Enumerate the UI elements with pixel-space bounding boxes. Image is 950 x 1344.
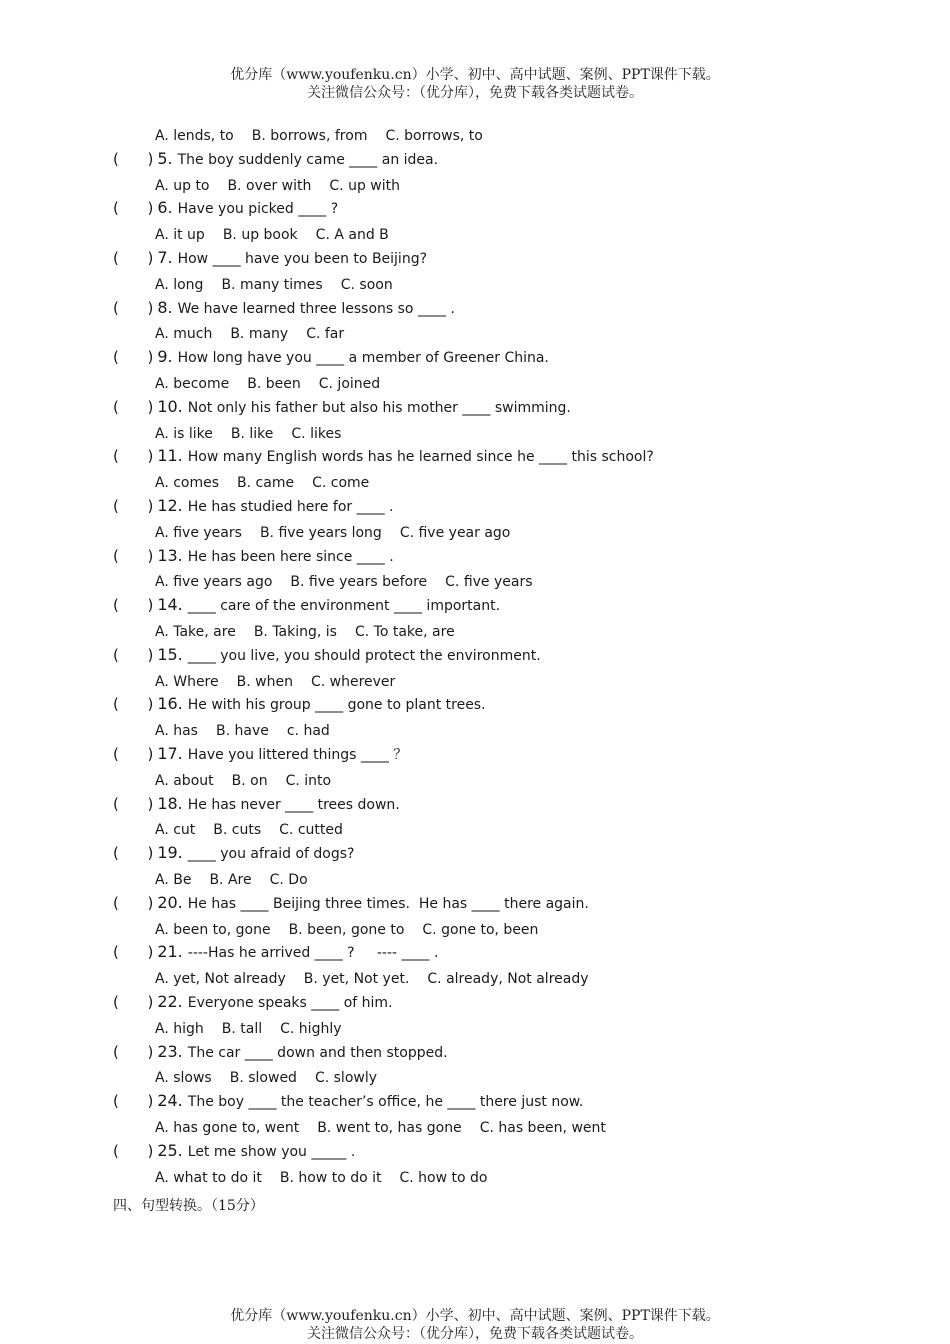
options-row bbox=[155, 1119, 606, 1137]
option-b: B. up book bbox=[222, 227, 298, 244]
question-row bbox=[113, 795, 400, 814]
answer-bracket[interactable]: ( ) bbox=[113, 1141, 154, 1160]
question-number: 14. bbox=[157, 595, 183, 615]
option-a: A. it up bbox=[155, 227, 205, 244]
option-a: A. about bbox=[155, 772, 214, 789]
question-text: We have learned three lessons so ____ . bbox=[177, 300, 455, 317]
option-a: A. much bbox=[155, 326, 213, 343]
option-a: A. up to bbox=[155, 177, 210, 194]
options-row bbox=[155, 722, 330, 740]
option-c: C. how to do bbox=[399, 1169, 488, 1186]
question-text: He with his group ____ gone to plant trees. bbox=[187, 697, 486, 714]
question-text: He has studied here for ____ . bbox=[187, 499, 394, 515]
options-row bbox=[155, 573, 533, 591]
option-c: C. A and B bbox=[315, 227, 389, 244]
option-c: C. joined bbox=[318, 376, 381, 392]
question-number: 24. bbox=[157, 1091, 183, 1111]
option-a: A. yet, Not already bbox=[155, 971, 286, 988]
answer-bracket[interactable]: ( ) bbox=[113, 546, 154, 565]
question-text: Let me show you _____ . bbox=[187, 1143, 356, 1160]
option-c: C. already, Not already bbox=[427, 971, 589, 988]
question-text: How many English words has he learned since he ____ this school? bbox=[187, 449, 654, 466]
question-number: 7. bbox=[157, 248, 173, 267]
question-text: Not only his father but also his mother ____ swimming. bbox=[187, 399, 571, 416]
footer-line-1: 优分库（www.youfenku.cn）小学、初中、高中试题、案例、PPT课件下载。 bbox=[230, 1308, 720, 1324]
option-c: C. Do bbox=[269, 872, 308, 888]
option-a: A. five years ago bbox=[155, 574, 273, 591]
question-row bbox=[113, 547, 394, 566]
option-b: B. over with bbox=[227, 177, 312, 194]
option-c: C. has been, went bbox=[479, 1120, 606, 1136]
question-text: The car ____ down and then stopped. bbox=[187, 1044, 448, 1061]
question-text: ____ you afraid of dogs? bbox=[187, 846, 355, 863]
option-b: B. yet, Not yet. bbox=[303, 971, 410, 988]
footer-line-2: 关注微信公众号：（优分库），免费下载各类试题试卷。 bbox=[307, 1326, 643, 1342]
question-row bbox=[113, 745, 407, 764]
options-row bbox=[155, 375, 380, 393]
option-a: A. what to do it bbox=[155, 1169, 262, 1186]
answer-bracket[interactable]: ( ) bbox=[113, 943, 154, 962]
question-row bbox=[113, 1142, 355, 1161]
option-b: B. five years long bbox=[259, 524, 382, 541]
question-text: He has ____ Beijing three times. He has ____ there again. bbox=[187, 895, 589, 912]
options-row bbox=[155, 1020, 342, 1038]
answer-bracket[interactable]: ( ) bbox=[113, 149, 154, 168]
question-text: The boy suddenly came ____ an idea. bbox=[177, 151, 439, 168]
question-number: 21. bbox=[157, 942, 183, 962]
question-row bbox=[113, 1092, 583, 1111]
option-c: C. slowly bbox=[314, 1070, 378, 1087]
answer-bracket[interactable]: ( ) bbox=[113, 1092, 154, 1111]
options-row bbox=[155, 524, 510, 542]
option-b: B. came bbox=[237, 475, 295, 492]
options-row bbox=[155, 276, 393, 294]
page-footer-banner bbox=[0, 1307, 950, 1343]
options-row bbox=[155, 325, 344, 343]
option-c: C. five years bbox=[445, 574, 533, 591]
option-c: C. cutted bbox=[279, 822, 343, 839]
option-a: A. has gone to, went bbox=[155, 1120, 300, 1136]
question-row bbox=[113, 398, 571, 417]
answer-bracket[interactable]: ( ) bbox=[113, 1042, 154, 1061]
question-number: 22. bbox=[157, 992, 183, 1011]
options-row bbox=[155, 1169, 487, 1187]
answer-bracket[interactable]: ( ) bbox=[113, 497, 154, 515]
option-b: B. slowed bbox=[229, 1070, 297, 1087]
question-row bbox=[113, 199, 338, 218]
question-text: He has never ____ trees down. bbox=[187, 796, 400, 813]
answer-bracket[interactable]: ( ) bbox=[113, 596, 154, 615]
option-a: A. been to, gone bbox=[155, 921, 271, 938]
question-row bbox=[113, 844, 354, 863]
option-c: c. had bbox=[286, 723, 330, 740]
option-b: B. many bbox=[230, 326, 289, 343]
question-text: ----Has he arrived ____ ? ---- ____ . bbox=[187, 945, 439, 962]
option-c: C. gone to, been bbox=[422, 921, 539, 938]
question-text: ____ you live, you should protect the environment. bbox=[187, 647, 541, 664]
option-a: A. is like bbox=[155, 425, 213, 442]
section-heading: 四、句型转换。（15分） bbox=[113, 1198, 264, 1214]
question-number: 23. bbox=[157, 1041, 183, 1061]
option-c: C. likes bbox=[291, 425, 342, 442]
options-row bbox=[155, 226, 389, 244]
question-number: 18. bbox=[157, 793, 183, 813]
question-number: 25. bbox=[157, 1140, 183, 1160]
option-b: B. Are bbox=[209, 872, 252, 888]
question-number: 8. bbox=[157, 297, 173, 317]
option-a: A. has bbox=[155, 723, 198, 740]
question-number: 20. bbox=[157, 892, 183, 912]
question-text: How long have you ____ a member of Greener China. bbox=[177, 350, 549, 367]
options-row bbox=[155, 177, 400, 195]
option-c: C. To take, are bbox=[354, 624, 455, 640]
question-row bbox=[113, 299, 455, 318]
answer-bracket[interactable]: ( ) bbox=[113, 794, 154, 813]
question-row bbox=[113, 695, 486, 714]
option-a: A. high bbox=[155, 1020, 204, 1037]
option-c: C. five year ago bbox=[399, 524, 511, 541]
question-row bbox=[113, 646, 541, 665]
option-a: A. become bbox=[155, 376, 230, 392]
question-text: ____ care of the environment ____ important. bbox=[187, 598, 501, 615]
question-number: 13. bbox=[157, 545, 183, 565]
option-b: B. went to, has gone bbox=[317, 1120, 462, 1136]
option-c: C. far bbox=[306, 326, 345, 343]
option-c: C. up with bbox=[329, 177, 400, 194]
answer-bracket[interactable]: ( ) bbox=[113, 249, 154, 267]
answer-bracket[interactable]: ( ) bbox=[113, 298, 154, 317]
options-row bbox=[155, 673, 395, 691]
answer-bracket[interactable]: ( ) bbox=[113, 695, 154, 714]
options-row bbox=[155, 772, 331, 790]
answer-bracket[interactable]: ( ) bbox=[113, 348, 154, 367]
option-c: C. borrows, to bbox=[385, 128, 483, 144]
option-a: A. Where bbox=[155, 673, 219, 690]
options-row bbox=[155, 474, 369, 492]
question-text: The boy ____ the teacher’s office, he ____ there just now. bbox=[187, 1094, 584, 1111]
answer-bracket[interactable]: ( ) bbox=[113, 397, 154, 416]
answer-bracket[interactable]: ( ) bbox=[113, 893, 154, 912]
options-row bbox=[155, 871, 308, 889]
answer-bracket[interactable]: ( ) bbox=[113, 993, 154, 1011]
answer-bracket[interactable]: ( ) bbox=[113, 645, 154, 664]
question-text: Have you littered things ____ ？ bbox=[187, 747, 408, 763]
option-b: B. been, gone to bbox=[288, 921, 405, 938]
options-row bbox=[155, 623, 455, 641]
option-b: B. Taking, is bbox=[253, 624, 337, 640]
option-a: A. lends, to bbox=[155, 128, 234, 144]
option-a: A. Take, are bbox=[155, 624, 236, 640]
answer-bracket[interactable]: ( ) bbox=[113, 745, 154, 763]
option-a: A. cut bbox=[155, 822, 196, 839]
question-row bbox=[113, 348, 549, 367]
option-a: A. long bbox=[155, 276, 204, 293]
option-b: B. five years before bbox=[290, 574, 428, 591]
question-row bbox=[113, 894, 589, 913]
option-b: B. on bbox=[231, 772, 268, 789]
option-c: C. come bbox=[312, 475, 370, 492]
option-b: B. borrows, from bbox=[251, 128, 368, 144]
options-row bbox=[155, 1069, 377, 1087]
option-b: B. many times bbox=[221, 276, 323, 293]
option-a: A. comes bbox=[155, 475, 220, 492]
answer-bracket[interactable]: ( ) bbox=[113, 447, 154, 466]
question-number: 16. bbox=[157, 694, 183, 714]
option-b: B. when bbox=[236, 673, 293, 690]
options-row bbox=[155, 821, 343, 839]
question-text: Have you picked ____ ? bbox=[177, 201, 339, 218]
question-row bbox=[113, 993, 393, 1012]
question-number: 5. bbox=[157, 148, 173, 168]
option-a: A. five years bbox=[155, 524, 242, 541]
question-text: Everyone speaks ____ of him. bbox=[187, 995, 393, 1011]
question-number: 11. bbox=[157, 446, 183, 466]
option-c: C. highly bbox=[280, 1020, 342, 1037]
question-number: 10. bbox=[157, 396, 183, 416]
header-line-2: 关注微信公众号：（优分库），免费下载各类试题试卷。 bbox=[307, 85, 643, 101]
question-number: 17. bbox=[157, 744, 183, 763]
header-line-1: 优分库（www.youfenku.cn）小学、初中、高中试题、案例、PPT课件下载。 bbox=[230, 67, 720, 83]
option-a: A. Be bbox=[155, 872, 192, 888]
question-text: He has been here since ____ . bbox=[187, 548, 394, 565]
answer-bracket[interactable]: ( ) bbox=[113, 199, 154, 218]
options-row bbox=[155, 921, 538, 939]
option-b: B. have bbox=[215, 723, 269, 740]
question-row bbox=[113, 1043, 448, 1062]
answer-bracket[interactable]: ( ) bbox=[113, 844, 154, 863]
question-number: 12. bbox=[157, 496, 183, 515]
question-number: 6. bbox=[157, 198, 173, 218]
question-text: How ____ have you been to Beijing? bbox=[177, 251, 428, 267]
options-row bbox=[155, 970, 589, 988]
option-b: B. how to do it bbox=[279, 1169, 382, 1186]
option-b: B. been bbox=[247, 376, 301, 392]
option-b: B. like bbox=[230, 425, 274, 442]
option-c: C. soon bbox=[340, 276, 393, 293]
question-row bbox=[113, 596, 500, 615]
option-b: B. cuts bbox=[213, 822, 262, 839]
question-number: 19. bbox=[157, 843, 183, 863]
option-a: A. slows bbox=[155, 1070, 212, 1087]
question-row bbox=[113, 150, 438, 169]
question-row bbox=[113, 943, 438, 962]
question-number: 9. bbox=[157, 347, 173, 367]
question-row bbox=[113, 447, 654, 466]
option-c: C. wherever bbox=[310, 673, 396, 690]
question-row bbox=[113, 497, 394, 516]
options-row-q4 bbox=[155, 127, 483, 145]
question-row bbox=[113, 249, 427, 268]
option-b: B. tall bbox=[221, 1020, 263, 1037]
question-number: 15. bbox=[157, 644, 183, 664]
option-c: C. into bbox=[285, 772, 332, 789]
options-row bbox=[155, 425, 341, 443]
